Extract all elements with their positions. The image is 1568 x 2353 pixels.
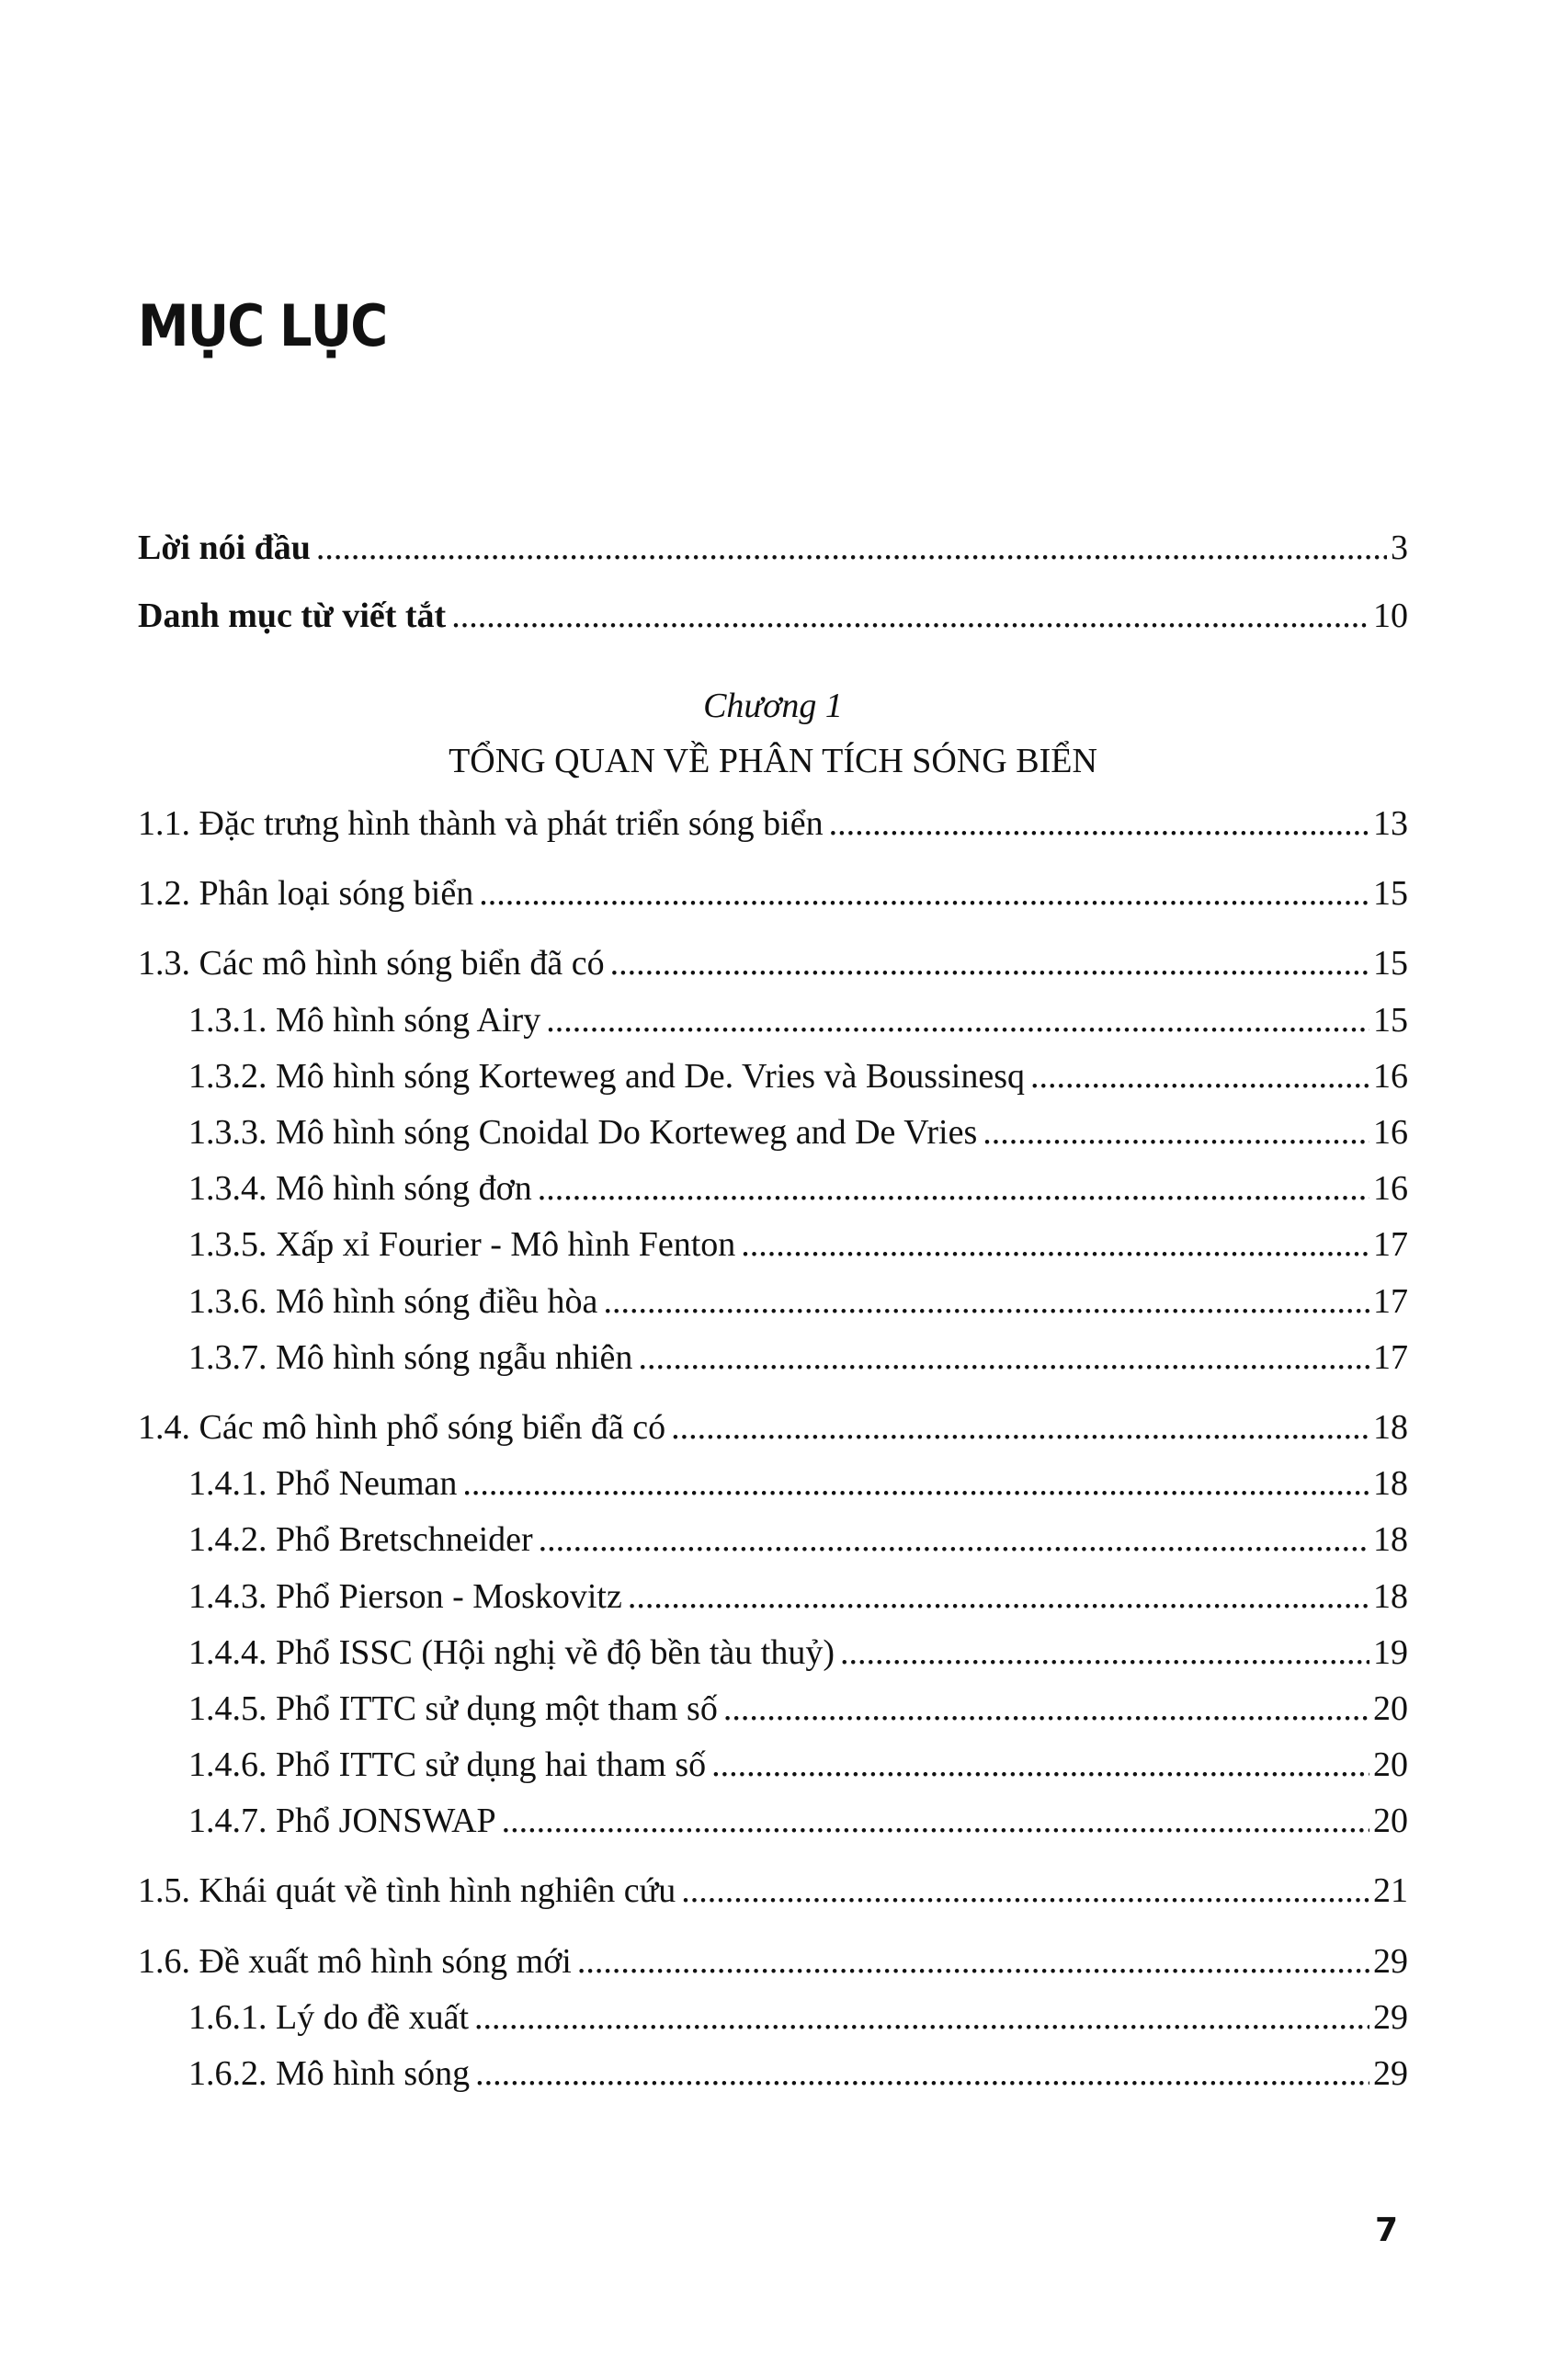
toc-entry-title: 1.4.1. Phổ Neuman	[188, 1464, 458, 1503]
dot-leader	[603, 1276, 1369, 1327]
toc-entry-title: 1.1. Đặc trưng hình thành và phát triển sóng biển	[138, 804, 824, 843]
dot-leader	[475, 2048, 1369, 2099]
dot-leader	[546, 995, 1369, 1046]
dot-leader	[711, 1739, 1369, 1790]
page-heading: MỤC LỤC	[138, 292, 387, 359]
dot-leader	[462, 1458, 1369, 1509]
toc-entry[interactable]	[188, 1992, 1408, 2043]
toc-entry-page: 18	[1373, 1577, 1408, 1616]
toc-entry-title: 1.5. Khái quát về tình hình nghiên cứu	[138, 1871, 676, 1910]
dot-leader	[474, 1992, 1369, 2043]
chapter-title: TỔNG QUAN VỀ PHÂN TÍCH SÓNG BIỂN	[449, 742, 1097, 780]
toc-entry-title: Danh mục từ viết tắt	[138, 597, 447, 635]
toc-entry-title: 1.3.4. Mô hình sóng đơn	[188, 1169, 532, 1208]
toc-entry-page: 29	[1373, 1942, 1408, 1981]
dot-leader	[840, 1627, 1369, 1678]
dot-leader	[628, 1571, 1369, 1622]
toc-entry[interactable]	[138, 868, 1408, 919]
dot-leader	[538, 1163, 1369, 1214]
chapter-entries	[138, 0, 1408, 2353]
toc-entry[interactable]	[188, 2048, 1408, 2099]
toc-entry-page: 15	[1373, 944, 1408, 983]
toc-entry[interactable]	[188, 1219, 1408, 1270]
toc-entry-page: 20	[1373, 1802, 1408, 1840]
dot-leader	[671, 1402, 1369, 1453]
dot-leader	[638, 1332, 1369, 1383]
toc-entry-page: 18	[1373, 1520, 1408, 1559]
toc-entry-title: 1.3. Các mô hình sóng biển đã có	[138, 944, 605, 983]
toc-entry-page: 16	[1373, 1169, 1408, 1208]
toc-entry[interactable]	[188, 995, 1408, 1046]
dot-leader	[681, 1865, 1369, 1916]
toc-entry-title: 1.4.4. Phổ ISSC (Hội nghị về độ bền tàu thuỷ)	[188, 1633, 835, 1672]
dot-leader	[577, 1936, 1369, 1987]
toc-entry-page: 18	[1373, 1464, 1408, 1503]
toc-entry-title: 1.3.7. Mô hình sóng ngẫu nhiên	[188, 1338, 633, 1377]
dot-leader	[539, 1514, 1369, 1565]
toc-entry-title: 1.3.1. Mô hình sóng Airy	[188, 1001, 541, 1040]
toc-entry-page: 20	[1373, 1745, 1408, 1784]
toc-entry[interactable]	[188, 1163, 1408, 1214]
toc-entry[interactable]	[188, 1276, 1408, 1327]
toc-entry-title: 1.3.6. Mô hình sóng điều hòa	[188, 1282, 598, 1321]
toc-entry-title: 1.6.2. Mô hình sóng	[188, 2054, 471, 2093]
toc-entry-title: 1.2. Phân loại sóng biển	[138, 874, 474, 913]
toc-entry[interactable]	[138, 1865, 1408, 1916]
toc-entry-page: 19	[1373, 1633, 1408, 1672]
toc-entry[interactable]	[188, 1739, 1408, 1790]
toc-entry[interactable]	[188, 1051, 1408, 1102]
toc-entry-title: 1.6.1. Lý do đề xuất	[188, 1998, 470, 2037]
toc-entry-page: 17	[1373, 1282, 1408, 1321]
dot-leader	[502, 1795, 1369, 1847]
dot-leader	[983, 1107, 1369, 1158]
toc-entry[interactable]	[138, 798, 1408, 849]
dot-leader	[610, 938, 1369, 989]
toc-entry[interactable]	[188, 1627, 1408, 1678]
toc-entry-page: 15	[1373, 874, 1408, 913]
toc-entry-title: 1.4.3. Phổ Pierson - Moskovitz	[188, 1577, 622, 1616]
toc-entry[interactable]	[188, 1514, 1408, 1565]
toc-entry-title: 1.6. Đề xuất mô hình sóng mới	[138, 1942, 572, 1981]
toc-entry-page: 15	[1373, 1001, 1408, 1040]
toc-entry-page: 29	[1373, 2054, 1408, 2093]
chapter-label: Chương 1	[703, 687, 843, 725]
dot-leader	[723, 1683, 1369, 1734]
toc-entry[interactable]	[188, 1107, 1408, 1158]
dot-leader	[741, 1219, 1369, 1270]
toc-entry[interactable]	[188, 1795, 1408, 1847]
toc-entry-title: Lời nói đầu	[138, 529, 311, 567]
toc-entry-page: 16	[1373, 1113, 1408, 1152]
toc-entry[interactable]	[138, 938, 1408, 989]
toc-entry-title: 1.4. Các mô hình phổ sóng biển đã có	[138, 1408, 666, 1447]
toc-entry-title: 1.4.2. Phổ Bretschneider	[188, 1520, 533, 1559]
toc-entry-page: 17	[1373, 1338, 1408, 1377]
toc-entry-page: 16	[1373, 1057, 1408, 1096]
toc-entry-title: 1.4.5. Phổ ITTC sử dụng một tham số	[188, 1689, 718, 1728]
toc-entry-page: 17	[1373, 1225, 1408, 1264]
toc-entry-title: 1.4.7. Phổ JONSWAP	[188, 1802, 496, 1840]
toc-entry-title: 1.4.6. Phổ ITTC sử dụng hai tham số	[188, 1745, 707, 1784]
toc-entry[interactable]	[188, 1683, 1408, 1734]
dot-leader	[829, 798, 1369, 849]
page-number: 7	[1375, 2211, 1399, 2249]
toc-entry-page: 10	[1373, 597, 1408, 635]
toc-entry[interactable]	[188, 1332, 1408, 1383]
dot-leader	[1030, 1051, 1369, 1102]
toc-entry[interactable]	[188, 1571, 1408, 1622]
toc-entry[interactable]	[138, 1402, 1408, 1453]
toc-entry-page: 21	[1373, 1871, 1408, 1910]
toc-entry-title: 1.3.3. Mô hình sóng Cnoidal Do Korteweg and De Vries	[188, 1113, 978, 1152]
toc-entry-page: 13	[1373, 804, 1408, 843]
toc-entry-page: 20	[1373, 1689, 1408, 1728]
toc-entry-page: 18	[1373, 1408, 1408, 1447]
toc-entry[interactable]	[138, 1936, 1408, 1987]
dot-leader	[479, 868, 1369, 919]
toc-entry-page: 3	[1391, 529, 1408, 567]
toc-entry-page: 29	[1373, 1998, 1408, 2037]
toc-entry-title: 1.3.5. Xấp xỉ Fourier - Mô hình Fenton	[188, 1225, 736, 1264]
toc-entry-title: 1.3.2. Mô hình sóng Korteweg and De. Vries và Boussinesq	[188, 1057, 1025, 1096]
toc-entry[interactable]	[188, 1458, 1408, 1509]
